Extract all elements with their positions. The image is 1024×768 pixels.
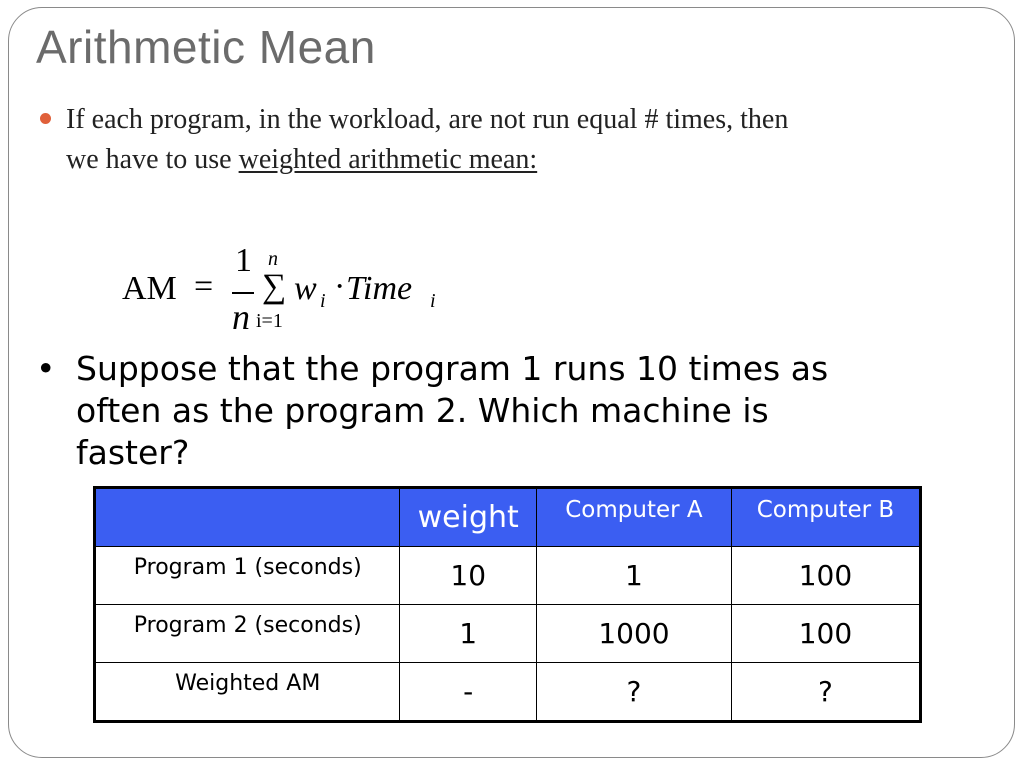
bullet1-line1: If each program, in the workload, are not run equal # times, then	[66, 104, 789, 135]
table-cell: 1	[400, 605, 537, 663]
table-header-cell	[95, 488, 400, 547]
bullet-question	[36, 348, 956, 474]
table-header-computer-a: Computer A	[536, 488, 731, 547]
table-header-row	[95, 488, 921, 547]
row-label: Weighted AM	[95, 663, 400, 722]
table-cell: ?	[731, 663, 920, 722]
table-cell: -	[400, 663, 537, 722]
formula-weight-subscript: i	[320, 290, 326, 312]
table-header-weight: weight	[400, 488, 537, 547]
question-line1: Suppose that the program 1 runs 10 times as	[76, 349, 829, 388]
comparison-table	[93, 486, 922, 723]
formula-sum-symbol: ∑	[262, 268, 287, 305]
table-cell: 100	[731, 605, 920, 663]
formula-fraction-bar	[232, 292, 254, 294]
formula-lhs: AM	[122, 270, 177, 307]
bullet-dot-icon	[40, 113, 51, 124]
table-row	[95, 547, 921, 605]
table-cell: 100	[731, 547, 920, 605]
bullet1-line2-prefix: we have to use	[66, 144, 239, 175]
row-label: Program 1 (seconds)	[95, 547, 400, 605]
weighted-mean-formula	[122, 238, 462, 338]
question-line2: often as the program 2. Which machine is	[76, 391, 769, 430]
table-cell: ?	[536, 663, 731, 722]
table-header-computer-b: Computer B	[731, 488, 920, 547]
formula-dot: ·	[334, 268, 346, 305]
formula-weight: w	[294, 270, 317, 307]
table-cell: 1000	[536, 605, 731, 663]
bullet-glyph: •	[36, 349, 56, 388]
row-label: Program 2 (seconds)	[95, 605, 400, 663]
question-text	[36, 348, 956, 474]
formula-time: Time	[346, 270, 413, 307]
slide-title: Arithmetic Mean	[36, 21, 376, 73]
formula-sum-upper: n	[268, 248, 278, 270]
table-row	[95, 663, 921, 722]
formula-fraction-numerator: 1	[235, 242, 252, 279]
weighted-mean-term: weighted arithmetic mean:	[238, 144, 538, 175]
formula-time-subscript: i	[430, 290, 436, 312]
table-cell: 10	[400, 547, 537, 605]
question-line3: faster?	[76, 433, 190, 472]
table-row	[95, 605, 921, 663]
bullet1-line2	[40, 140, 980, 180]
table-cell: 1	[536, 547, 731, 605]
bullet-weighted-mean	[40, 100, 980, 180]
formula-fraction-denominator: n	[232, 297, 250, 337]
formula-equals: =	[194, 268, 214, 305]
formula-sum-lower: i=1	[256, 310, 283, 332]
